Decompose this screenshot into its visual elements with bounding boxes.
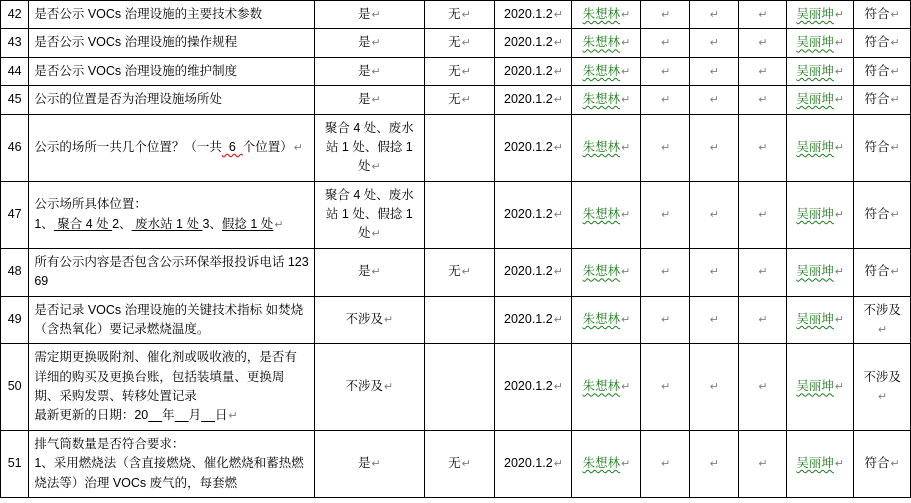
row-signer-text: 朱想林	[582, 92, 621, 107]
table-row	[1, 114, 911, 181]
row-signer-text: 朱想林	[582, 379, 621, 394]
row-note1	[641, 296, 690, 344]
paragraph-mark-icon: ↵	[621, 65, 631, 78]
row-reviewer	[787, 296, 854, 344]
row-yes	[315, 344, 424, 431]
row-index: 42	[1, 1, 29, 29]
row-reviewer	[787, 29, 854, 57]
paragraph-mark-icon: ↵	[371, 9, 381, 21]
row-note1	[641, 430, 690, 497]
paragraph-mark-icon: ↵	[661, 37, 671, 50]
paragraph-mark-icon: ↵	[274, 218, 284, 231]
paragraph-mark-icon: ↵	[890, 9, 900, 21]
paragraph-mark-icon: ↵	[461, 37, 471, 50]
row-note2	[690, 1, 739, 29]
row-reviewer-text: 吴丽坤	[796, 207, 834, 221]
paragraph-mark-icon: ↵	[890, 37, 900, 50]
paragraph-mark-icon: ↵	[709, 9, 719, 21]
paragraph-mark-icon: ↵	[709, 458, 719, 471]
paragraph-mark-icon: ↵	[758, 314, 768, 327]
row-date	[495, 296, 572, 344]
table-row	[1, 181, 911, 248]
row-note3	[738, 86, 787, 114]
row-yes-text: 是	[357, 264, 371, 279]
paragraph-mark-icon: ↵	[834, 266, 845, 279]
row-yes-text: 是	[357, 92, 371, 107]
paragraph-mark-icon: ↵	[890, 65, 900, 78]
row-index: 45	[1, 86, 29, 114]
paragraph-mark-icon: ↵	[758, 141, 768, 154]
paragraph-mark-icon: ↵	[834, 141, 845, 154]
row-note2	[690, 296, 739, 344]
paragraph-mark-icon: ↵	[758, 94, 768, 107]
row-item	[29, 181, 315, 248]
row-note3	[738, 29, 787, 57]
row-item-line: 公示的位置是否为治理设施场所处	[34, 92, 222, 107]
row-date	[495, 1, 572, 29]
paragraph-mark-icon: ↵	[661, 94, 671, 107]
row-item	[29, 57, 315, 85]
row-no	[424, 29, 495, 57]
row-note1	[641, 248, 690, 296]
row-result	[854, 29, 911, 57]
row-date-text: 2020.1.2	[504, 312, 553, 327]
row-yes	[315, 430, 424, 497]
row-signer-text: 朱想林	[582, 456, 621, 471]
row-reviewer-text: 吴丽坤	[796, 312, 834, 327]
row-reviewer-text: 吴丽坤	[796, 63, 834, 78]
paragraph-mark-icon: ↵	[709, 65, 719, 78]
row-no	[424, 1, 495, 29]
fill-in-blank	[201, 408, 215, 422]
row-yes	[315, 1, 424, 29]
row-yes	[315, 57, 424, 85]
row-note2	[690, 344, 739, 431]
row-reviewer-text: 吴丽坤	[796, 92, 834, 107]
row-index: 47	[1, 181, 29, 248]
paragraph-mark-icon: ↵	[834, 9, 845, 21]
row-signer	[572, 296, 641, 344]
row-reviewer-text: 吴丽坤	[796, 456, 834, 471]
row-note2	[690, 114, 739, 181]
row-result-text: 符合	[864, 264, 890, 279]
row-result	[854, 344, 911, 431]
row-note1	[641, 29, 690, 57]
row-yes	[315, 29, 424, 57]
paragraph-mark-icon: ↵	[758, 9, 768, 21]
paragraph-mark-icon: ↵	[461, 94, 471, 107]
paragraph-mark-icon: ↵	[661, 458, 671, 471]
row-result	[854, 1, 911, 29]
row-date-text: 2020.1.2	[504, 264, 553, 279]
row-result	[854, 296, 911, 344]
row-reviewer	[787, 248, 854, 296]
row-result	[854, 114, 911, 181]
paragraph-mark-icon: ↵	[834, 209, 845, 221]
row-note3	[738, 430, 787, 497]
fill-in-blank: 废水站 1 处	[131, 216, 203, 231]
row-date	[495, 86, 572, 114]
row-date-text: 2020.1.2	[504, 207, 553, 221]
paragraph-mark-icon: ↵	[834, 65, 845, 78]
row-signer	[572, 248, 641, 296]
row-item-line: 公示场所具体位置：	[34, 197, 147, 212]
paragraph-mark-icon: ↵	[834, 94, 845, 107]
row-no	[424, 430, 495, 497]
row-reviewer-text: 吴丽坤	[796, 35, 834, 50]
paragraph-mark-icon: ↵	[709, 314, 719, 327]
row-no-text: 无	[448, 35, 461, 50]
paragraph-mark-icon: ↵	[890, 266, 900, 279]
row-yes-text: 是	[357, 63, 371, 78]
paragraph-mark-icon: ↵	[383, 314, 394, 327]
row-reviewer	[787, 1, 854, 29]
row-item	[29, 29, 315, 57]
row-no-text: 无	[448, 264, 461, 279]
paragraph-mark-icon: ↵	[758, 65, 768, 78]
row-date	[495, 344, 572, 431]
row-note3	[738, 1, 787, 29]
paragraph-mark-icon: ↵	[621, 94, 631, 107]
paragraph-mark-icon: ↵	[834, 37, 845, 50]
row-yes-text: 不涉及	[345, 379, 383, 394]
row-result-text: 不涉及	[863, 302, 901, 317]
paragraph-mark-icon: ↵	[890, 209, 900, 221]
table-row	[1, 248, 911, 296]
row-signer	[572, 86, 641, 114]
row-signer-text: 朱想林	[582, 139, 621, 154]
paragraph-mark-icon: ↵	[371, 37, 381, 50]
row-item-line: 1、采用燃烧法（含直接燃烧、催化燃烧和蓄热燃烧法等）治理 VOCs 废气的，每套燃	[34, 456, 304, 490]
table-row	[1, 1, 911, 29]
paragraph-mark-icon: ↵	[371, 228, 381, 241]
table-row	[1, 296, 911, 344]
row-yes-text: 聚合 4 处、废水站 1 处、假捻 1 处	[324, 187, 414, 241]
row-note3	[738, 248, 787, 296]
row-date	[495, 181, 572, 248]
paragraph-mark-icon: ↵	[621, 314, 631, 327]
paragraph-mark-icon: ↵	[553, 314, 563, 327]
paragraph-mark-icon: ↵	[461, 9, 471, 21]
row-no	[424, 296, 495, 344]
row-signer-text: 朱想林	[582, 63, 621, 78]
row-reviewer-text: 吴丽坤	[796, 264, 834, 279]
row-result-text: 符合	[864, 139, 890, 154]
paragraph-mark-icon: ↵	[709, 209, 719, 221]
row-date-text: 2020.1.2	[504, 92, 553, 107]
row-no	[424, 57, 495, 85]
paragraph-mark-icon: ↵	[621, 458, 631, 471]
row-signer	[572, 57, 641, 85]
row-result	[854, 181, 911, 248]
paragraph-mark-icon: ↵	[461, 458, 471, 471]
row-date-text: 2020.1.2	[504, 456, 553, 471]
paragraph-mark-icon: ↵	[758, 209, 768, 221]
row-item-line: 是否公示 VOCs 治理设施的维护制度	[34, 63, 238, 78]
row-signer-text: 朱想林	[582, 7, 621, 21]
paragraph-mark-icon: ↵	[553, 458, 563, 471]
paragraph-mark-icon: ↵	[371, 94, 381, 107]
row-item-line: 需定期更换吸附剂、催化剂或吸收液的，是否有详细的购买及更换台账，包括装填量、更换周期、采购发票、转移处置记录	[34, 350, 297, 403]
row-reviewer-text: 吴丽坤	[796, 139, 834, 154]
paragraph-mark-icon: ↵	[661, 141, 671, 154]
paragraph-mark-icon: ↵	[553, 94, 563, 107]
paragraph-mark-icon: ↵	[621, 381, 631, 394]
row-item	[29, 344, 315, 431]
row-yes-text: 聚合 4 处、废水站 1 处、假捻 1 处	[324, 120, 414, 174]
paragraph-mark-icon: ↵	[661, 314, 671, 327]
paragraph-mark-icon: ↵	[371, 65, 381, 78]
paragraph-mark-icon: ↵	[758, 266, 768, 279]
row-date	[495, 430, 572, 497]
row-signer-text: 朱想林	[582, 264, 621, 279]
row-yes	[315, 114, 424, 181]
table-row	[1, 430, 911, 497]
row-item	[29, 296, 315, 344]
row-note3	[738, 114, 787, 181]
paragraph-mark-icon: ↵	[383, 381, 394, 394]
row-result	[854, 430, 911, 497]
row-date	[495, 57, 572, 85]
row-signer	[572, 344, 641, 431]
table-row	[1, 57, 911, 85]
row-reviewer	[787, 86, 854, 114]
paragraph-mark-icon: ↵	[661, 9, 671, 21]
row-result	[854, 86, 911, 114]
row-yes	[315, 181, 424, 248]
row-reviewer	[787, 57, 854, 85]
row-signer	[572, 29, 641, 57]
paragraph-mark-icon: ↵	[834, 314, 845, 327]
paragraph-mark-icon: ↵	[371, 161, 381, 174]
row-note2	[690, 86, 739, 114]
row-no	[424, 248, 495, 296]
row-item-line: 排气筒数量是否符合要求：	[34, 436, 185, 451]
paragraph-mark-icon: ↵	[621, 9, 631, 21]
paragraph-mark-icon: ↵	[834, 381, 845, 394]
row-index: 49	[1, 296, 29, 344]
row-yes	[315, 86, 424, 114]
paragraph-mark-icon: ↵	[553, 381, 563, 394]
paragraph-mark-icon: ↵	[621, 37, 631, 50]
paragraph-mark-icon: ↵	[890, 141, 900, 154]
row-no-text: 无	[448, 63, 461, 78]
row-signer-text: 朱想林	[582, 207, 621, 221]
row-note3	[738, 296, 787, 344]
row-yes-text: 是	[357, 35, 371, 50]
paragraph-mark-icon: ↵	[709, 381, 719, 394]
row-item	[29, 430, 315, 497]
row-date-text: 2020.1.2	[504, 379, 553, 394]
row-signer-text: 朱想林	[582, 312, 621, 327]
row-result-text: 不涉及	[863, 369, 901, 384]
row-result	[854, 248, 911, 296]
row-reviewer-text: 吴丽坤	[796, 7, 834, 21]
row-item	[29, 248, 315, 296]
paragraph-mark-icon: ↵	[228, 410, 238, 423]
fill-in-blank: 假捻 1 处	[221, 216, 274, 231]
row-signer	[572, 430, 641, 497]
row-index: 51	[1, 430, 29, 497]
paragraph-mark-icon: ↵	[461, 266, 471, 279]
paragraph-mark-icon: ↵	[890, 94, 900, 107]
row-item	[29, 1, 315, 29]
row-date-text: 2020.1.2	[504, 35, 553, 50]
row-index: 48	[1, 248, 29, 296]
row-item-line: 1、 聚合 4 处 2、 废水站 1 处 3、假捻 1 处↵	[34, 216, 284, 231]
row-reviewer	[787, 430, 854, 497]
row-no-text: 无	[448, 456, 461, 471]
row-signer-text: 朱想林	[582, 35, 621, 50]
row-signer	[572, 114, 641, 181]
fill-in-blank: 聚合 4 处	[53, 216, 113, 231]
row-note3	[738, 344, 787, 431]
row-date	[495, 29, 572, 57]
row-note1	[641, 114, 690, 181]
row-item	[29, 86, 315, 114]
row-note1	[641, 1, 690, 29]
row-yes	[315, 248, 424, 296]
row-item-line: 公示的场所一共几个位置？（一共 6 个位置）↵	[34, 139, 303, 154]
row-reviewer-text: 吴丽坤	[796, 379, 834, 394]
paragraph-mark-icon: ↵	[553, 141, 563, 154]
row-note2	[690, 29, 739, 57]
table-row	[1, 29, 911, 57]
paragraph-mark-icon: ↵	[621, 141, 631, 154]
paragraph-mark-icon: ↵	[661, 209, 671, 221]
paragraph-mark-icon: ↵	[553, 209, 563, 221]
row-note2	[690, 57, 739, 85]
paragraph-mark-icon: ↵	[709, 94, 719, 107]
paragraph-mark-icon: ↵	[661, 65, 671, 78]
row-result-text: 符合	[864, 63, 890, 78]
row-item-line: 是否记录 VOCs 治理设施的关键技术指标 如焚烧（含热氧化）要记录燃烧温度。	[34, 302, 304, 336]
paragraph-mark-icon: ↵	[553, 65, 563, 78]
paragraph-mark-icon: ↵	[621, 266, 631, 279]
row-yes-text: 不涉及	[345, 312, 383, 327]
row-yes	[315, 296, 424, 344]
row-note1	[641, 57, 690, 85]
table-row	[1, 344, 911, 431]
row-date-text: 2020.1.2	[504, 139, 553, 154]
row-reviewer	[787, 344, 854, 431]
row-no	[424, 86, 495, 114]
fill-in-blank: 6	[221, 139, 243, 154]
paragraph-mark-icon: ↵	[709, 266, 719, 279]
row-item-line: 所有公示内容是否包含公示环保举报投诉电话 12369	[34, 254, 309, 289]
paragraph-mark-icon: ↵	[758, 458, 768, 471]
paragraph-mark-icon: ↵	[293, 141, 303, 154]
paragraph-mark-icon: ↵	[553, 266, 563, 279]
row-no-text: 无	[448, 92, 461, 107]
row-note1	[641, 181, 690, 248]
paragraph-mark-icon: ↵	[758, 37, 768, 50]
paragraph-mark-icon: ↵	[890, 458, 900, 471]
row-result-text: 符合	[864, 7, 890, 21]
fill-in-blank	[148, 408, 162, 422]
paragraph-mark-icon: ↵	[877, 323, 888, 336]
paragraph-mark-icon: ↵	[709, 141, 719, 154]
row-item-line: 是否公示 VOCs 治理设施的主要技术参数	[34, 7, 263, 21]
paragraph-mark-icon: ↵	[758, 381, 768, 394]
row-reviewer	[787, 181, 854, 248]
row-reviewer	[787, 114, 854, 181]
paragraph-mark-icon: ↵	[553, 9, 563, 21]
row-note3	[738, 57, 787, 85]
row-signer	[572, 1, 641, 29]
row-result-text: 符合	[864, 92, 890, 107]
row-no-text: 无	[448, 7, 461, 21]
paragraph-mark-icon: ↵	[834, 458, 845, 471]
paragraph-mark-icon: ↵	[621, 209, 631, 221]
paragraph-mark-icon: ↵	[371, 458, 381, 471]
row-note2	[690, 430, 739, 497]
paragraph-mark-icon: ↵	[709, 37, 719, 50]
table-row	[1, 86, 911, 114]
row-date-text: 2020.1.2	[504, 63, 553, 78]
row-note2	[690, 248, 739, 296]
row-yes-text: 是	[357, 7, 371, 21]
row-yes-text: 是	[357, 456, 371, 471]
paragraph-mark-icon: ↵	[877, 391, 888, 403]
row-item-line: 最新更新的日期：20 年 月 日↵	[34, 408, 238, 423]
row-date-text: 2020.1.2	[504, 7, 553, 21]
row-date	[495, 248, 572, 296]
row-index: 50	[1, 344, 29, 431]
row-result	[854, 57, 911, 85]
row-result-text: 符合	[864, 35, 890, 50]
row-note1	[641, 344, 690, 431]
row-no	[424, 181, 495, 248]
row-item	[29, 114, 315, 181]
paragraph-mark-icon: ↵	[661, 381, 671, 394]
row-result-text: 符合	[864, 207, 890, 221]
row-note1	[641, 86, 690, 114]
row-index: 46	[1, 114, 29, 181]
row-item-line: 是否公示 VOCs 治理设施的操作规程	[34, 35, 238, 50]
row-no	[424, 114, 495, 181]
paragraph-mark-icon: ↵	[371, 266, 381, 279]
row-no	[424, 344, 495, 431]
row-date	[495, 114, 572, 181]
row-index: 44	[1, 57, 29, 85]
paragraph-mark-icon: ↵	[661, 266, 671, 279]
row-index: 43	[1, 29, 29, 57]
paragraph-mark-icon: ↵	[553, 37, 563, 50]
row-note3	[738, 181, 787, 248]
paragraph-mark-icon: ↵	[461, 65, 471, 78]
row-result-text: 符合	[864, 456, 890, 471]
row-signer	[572, 181, 641, 248]
row-note2	[690, 181, 739, 248]
fill-in-blank	[175, 408, 189, 422]
